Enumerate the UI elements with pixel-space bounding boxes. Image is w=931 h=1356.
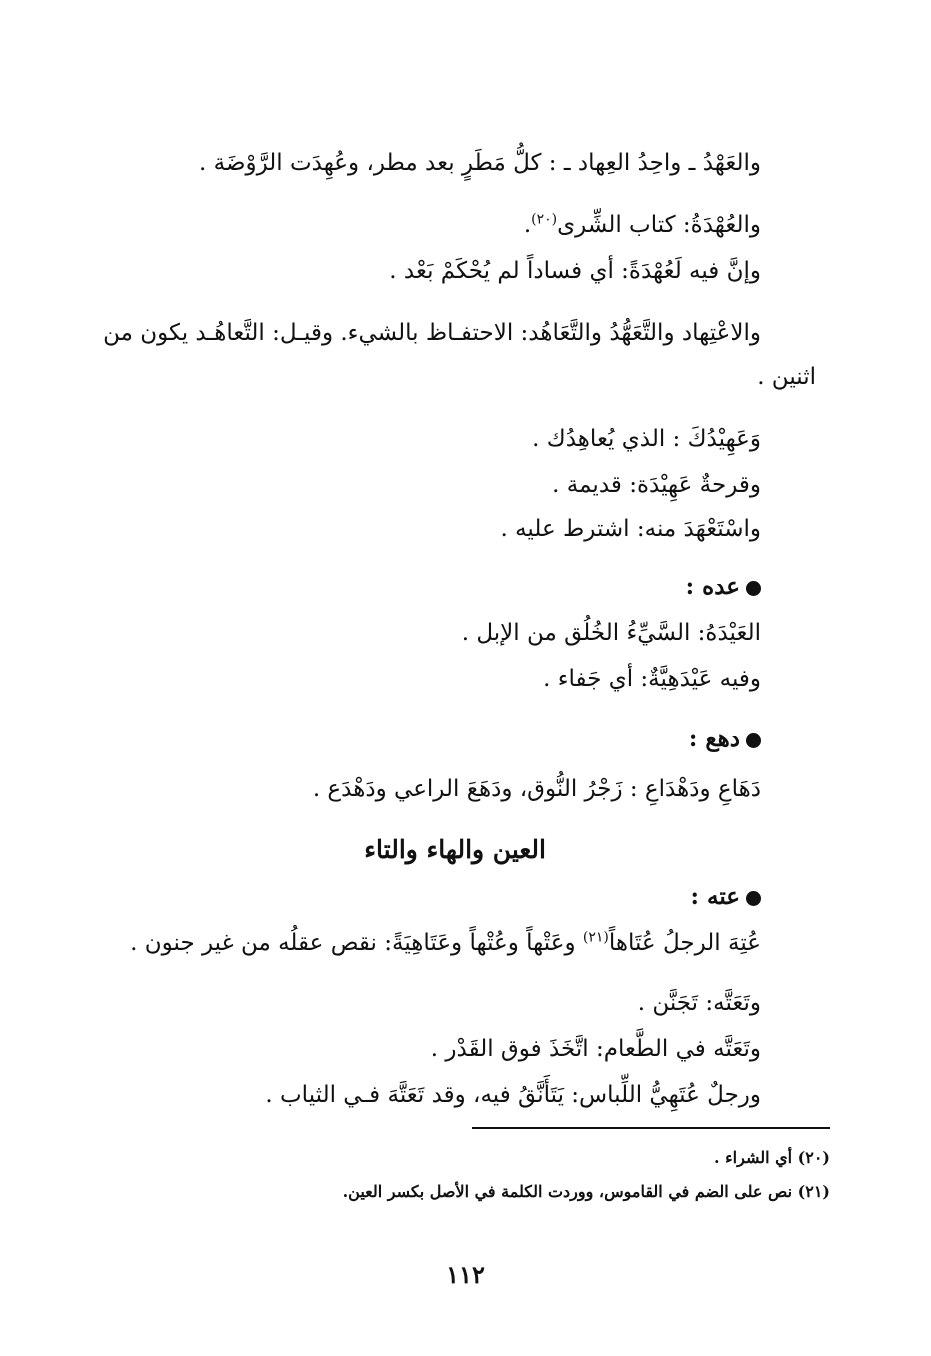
entry-ahd-corruption: وإنَّ فيه لَعُهْدَةً: أي فساداً لم يُحْكَمْ بَعْد . [389, 258, 761, 284]
entry-atah-madness [130, 926, 761, 960]
root-heading-atah-label: عته : [690, 883, 740, 910]
bullet-icon [746, 581, 761, 596]
footnote-21: (٢١) نص على الضم في القاموس، ووردت الكلمة في الأصل بكسر العين. [342, 1182, 830, 1201]
entry-ahd-old-wound: وقرحةٌ عَهِيْدَة: قديمة . [552, 472, 761, 498]
bullet-icon [746, 733, 761, 748]
entry-atah-feign: وتَعَتَّه: تَجَنَّن . [637, 990, 761, 1016]
entry-dahaa-call: دَهَاعِ ودَهْدَاعِ : زَجْرُ النُّوق، ودَهَعَ الراعي ودَهْدَع . [312, 776, 761, 802]
entry-ahd-keeping-cont: اثنين . [757, 364, 816, 390]
root-heading-atah [691, 880, 762, 914]
entry-aydh-camel: العَيْدَهُ: السَّيِّءُ الخُلُق من الإبل . [461, 620, 761, 646]
entry-ahd-ally: وَعَهِيْدُكَ : الذي يُعاهِدُك . [532, 426, 761, 452]
footnote-20: (٢٠) أي الشراء . [714, 1148, 830, 1167]
entry-atah-madness-a: عُتِهَ الرجلُ عُتَاهاً [608, 930, 761, 956]
entry-aydh-harshness: وفيه عَيْدَهِيَّةٌ: أي جَفاء . [543, 666, 761, 692]
bullet-icon [746, 891, 761, 906]
root-heading-aydh-label: عده : [685, 573, 740, 600]
root-heading-dahaa-label: دهع : [688, 725, 740, 752]
entry-ahd-book-text: والعُهْدَةُ: كتاب الشِّرى [557, 212, 761, 238]
entry-ahd-rain: والعَهْدُ ـ واحِدُ العِهاد ـ : كلُّ مَطَرٍ بعد مطر، وعُهِدَت الرَّوْضَة . [198, 150, 761, 176]
footnote-ref-21: (٢١) [582, 929, 609, 946]
root-heading-aydh [686, 570, 761, 604]
section-title: العين والهاء والتاء [364, 835, 546, 864]
entry-atah-madness-b: وعَتْهاً وعُتْهاً وعَتَاهِيَةً: نقص عقلُه من غير جنون . [130, 930, 583, 956]
root-heading-dahaa [689, 722, 761, 756]
page-number: ١١٢ [446, 1260, 485, 1289]
entry-ahd-book-end: . [523, 212, 532, 238]
footnote-ref-20: (٢٠) [531, 211, 558, 228]
entry-atah-clothes: ورجلٌ عُتَهِيُّ اللِّباس: يَتَأَنَّقُ فيه، وقد تَعَتَّهَ فـي الثياب . [265, 1082, 761, 1108]
entry-ahd-keeping: والاعْتِهاد والتَّعَهُّدُ والتَّعَاهُد: الاحتفـاظ بالشيء. وقيـل: التَّعاهُـد يكون من [103, 320, 761, 346]
entry-ahd-book [524, 208, 761, 242]
footnote-divider [472, 1127, 830, 1129]
entry-ahd-stipulate: واسْتَعْهَدَ منه: اشترط عليه . [500, 516, 761, 542]
entry-atah-food: وتَعَتَّه في الطَّعام: اتَّخَذَ فوق القَدْر . [430, 1036, 761, 1062]
